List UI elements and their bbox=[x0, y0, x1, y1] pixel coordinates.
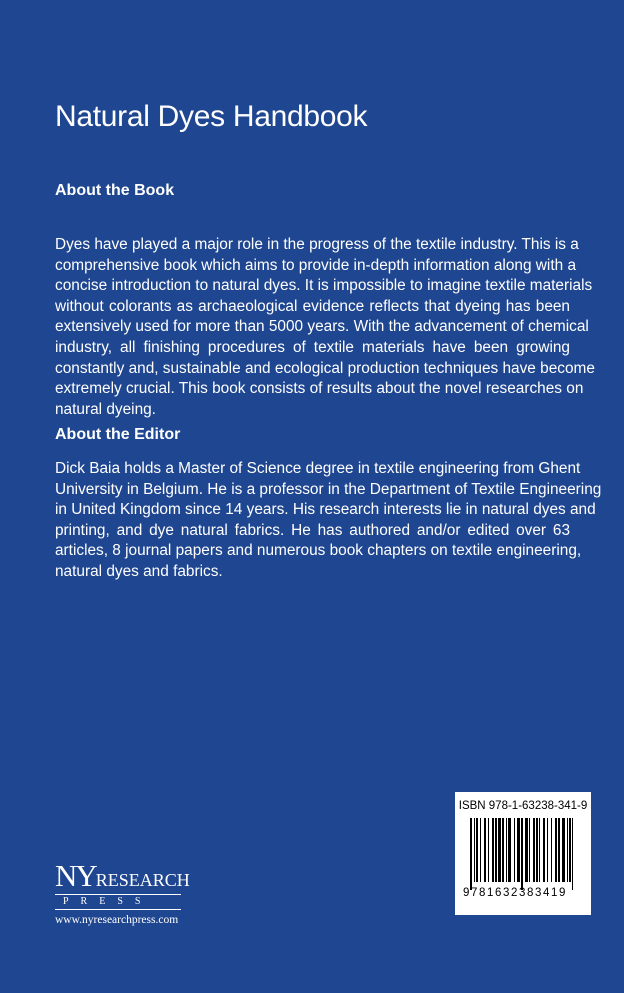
barcode-bar bbox=[470, 818, 472, 890]
barcode-bar bbox=[488, 818, 489, 882]
barcode-bar bbox=[484, 818, 486, 882]
barcode-bar bbox=[476, 818, 478, 882]
barcode-bar bbox=[569, 818, 571, 882]
text-line: extensively used for more than 5000 years. With the advancement of chemical bbox=[55, 318, 589, 336]
barcode-bar bbox=[567, 818, 568, 882]
barcode-bar bbox=[536, 818, 538, 882]
barcode-bar bbox=[547, 818, 548, 882]
barcode-icon bbox=[470, 818, 576, 890]
text-line: constantly and, sustainable and ecological production techniques have become bbox=[55, 359, 595, 377]
barcode-bar bbox=[543, 818, 545, 882]
barcode-bar bbox=[514, 818, 515, 882]
barcode-bar bbox=[562, 818, 565, 882]
publisher-logo bbox=[55, 858, 190, 926]
isbn-label: ISBN 978-1-63238-341-9 bbox=[458, 800, 588, 812]
barcode-bar bbox=[506, 818, 507, 882]
logo-ny: NY bbox=[55, 858, 96, 893]
barcode-bar bbox=[480, 818, 481, 882]
barcode-bar bbox=[492, 818, 494, 882]
barcode-bar bbox=[555, 818, 557, 882]
text-line: Dyes have played a major role in the progress of the textile industry. This is a bbox=[55, 236, 579, 253]
barcode-bar bbox=[517, 818, 520, 882]
barcode-bar bbox=[495, 818, 497, 882]
isbn-digits: 9781632383419 bbox=[463, 887, 567, 899]
barcode-bar bbox=[525, 818, 528, 882]
barcode-bar bbox=[529, 818, 530, 882]
about-editor-heading: About the Editor bbox=[55, 426, 181, 443]
book-title: Natural Dyes Handbook bbox=[55, 100, 368, 133]
publisher-url: www.nyresearchpress.com bbox=[55, 914, 179, 926]
barcode-bar bbox=[551, 818, 552, 882]
barcode-bar bbox=[572, 818, 573, 890]
text-line: comprehensive book which aims to provide in-depth information along with a bbox=[55, 256, 576, 274]
barcode-bar bbox=[502, 818, 504, 882]
text-line: natural dyes and fabrics. bbox=[55, 562, 223, 580]
text-line: industry, all finishing procedures of textile materials have been growing bbox=[55, 338, 570, 356]
about-book-text bbox=[55, 235, 595, 420]
barcode-bar bbox=[533, 818, 535, 882]
text-line: Dick Baia holds a Master of Science degree in textile engineering from Ghent bbox=[55, 460, 581, 477]
about-book-heading: About the Book bbox=[55, 182, 175, 199]
barcode-bar bbox=[558, 818, 560, 882]
isbn-barcode-box bbox=[455, 792, 591, 915]
about-editor-text bbox=[55, 459, 602, 583]
barcode-bar bbox=[521, 818, 523, 890]
logo-research: RESEARCH bbox=[95, 870, 190, 890]
text-line: extremely crucial. This book consists of results about the novel researches on bbox=[55, 380, 584, 398]
text-line: natural dyeing. bbox=[55, 400, 156, 418]
barcode-bar bbox=[508, 818, 511, 882]
text-line: without colorants as archaeological evidence reflects that dyeing has been bbox=[55, 297, 570, 315]
text-line: articles, 8 journal papers and numerous book chapters on textile engineering, bbox=[55, 542, 582, 560]
text-line: printing, and dye natural fabrics. He has authored and/or edited over 63 bbox=[55, 521, 570, 539]
text-line: University in Belgium. He is a professor in the Department of Textile Engineering bbox=[55, 480, 602, 498]
text-line: concise introduction to natural dyes. It is impossible to imagine textile materials bbox=[55, 277, 593, 295]
barcode-bar bbox=[498, 818, 501, 882]
text-line: in United Kingdom since 14 years. His research interests lie in natural dyes and bbox=[55, 501, 596, 519]
barcode-bar bbox=[539, 818, 540, 882]
logo-press: PRESS bbox=[63, 896, 153, 907]
barcode-bar bbox=[474, 818, 475, 882]
